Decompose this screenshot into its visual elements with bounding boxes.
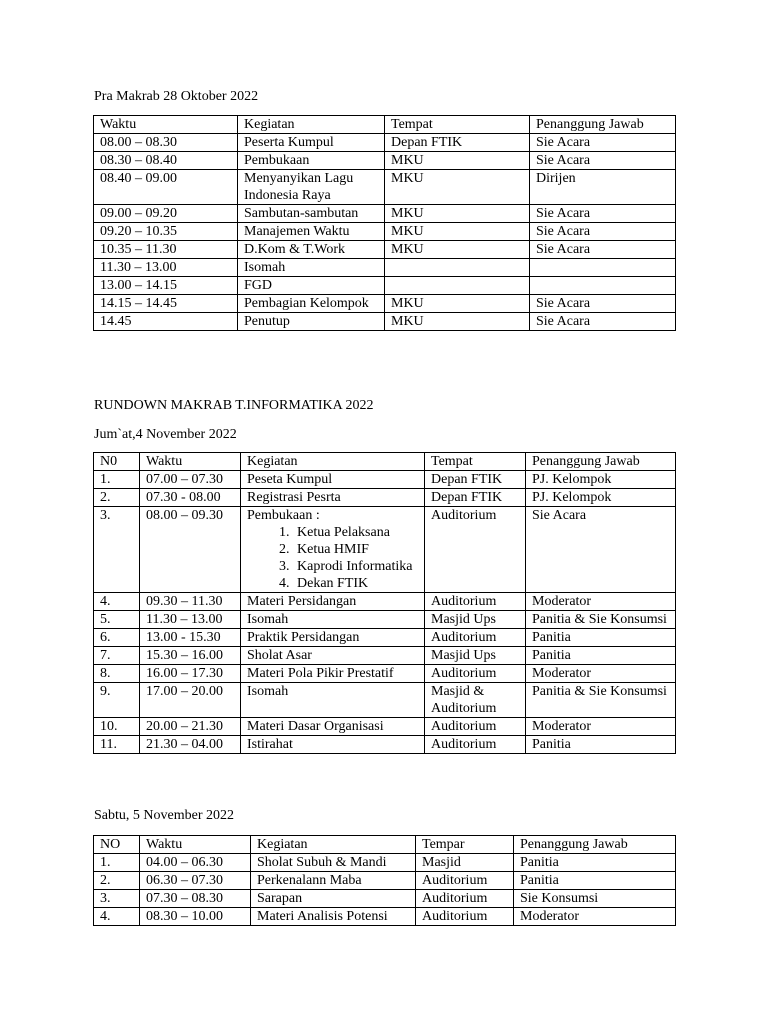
table-cell: PJ. Kelompok bbox=[526, 489, 676, 507]
table-cell: Sie Acara bbox=[530, 223, 676, 241]
table-header-row bbox=[94, 116, 676, 134]
table-cell: 1. bbox=[94, 471, 140, 489]
table-row bbox=[94, 277, 676, 295]
table-cell: 16.00 – 17.30 bbox=[140, 665, 241, 683]
table-cell: Auditorium bbox=[425, 629, 526, 647]
pembukaan-list-item: 1. Ketua Pelaksana bbox=[293, 524, 418, 541]
table-cell: Panitia bbox=[514, 872, 676, 890]
table-cell: Sie Acara bbox=[526, 507, 676, 593]
table-cell: Depan FTIK bbox=[425, 471, 526, 489]
table-cell: Materi Dasar Organisasi bbox=[241, 718, 425, 736]
table-cell: 14.45 bbox=[94, 313, 238, 331]
table-cell: MKU bbox=[385, 241, 530, 259]
table-cell: Moderator bbox=[526, 593, 676, 611]
table-cell: 2. bbox=[94, 489, 140, 507]
table-cell: Sie Acara bbox=[530, 241, 676, 259]
table-cell: Auditorium bbox=[416, 890, 514, 908]
column-header: Penanggung Jawab bbox=[526, 453, 676, 471]
table-cell: 07.00 – 07.30 bbox=[140, 471, 241, 489]
pembukaan-list-item: 4. Dekan FTIK bbox=[293, 575, 418, 592]
table-cell: MKU bbox=[385, 205, 530, 223]
table-cell: Masjid bbox=[416, 854, 514, 872]
table-cell: 09.20 – 10.35 bbox=[94, 223, 238, 241]
table-cell: Sholat Subuh & Mandi bbox=[251, 854, 416, 872]
table-cell: Panitia & Sie Konsumsi bbox=[526, 683, 676, 718]
table-row bbox=[94, 134, 676, 152]
column-header: Waktu bbox=[140, 453, 241, 471]
table-row bbox=[94, 295, 676, 313]
table-row bbox=[94, 647, 676, 665]
table-row bbox=[94, 665, 676, 683]
table-cell: Depan FTIK bbox=[385, 134, 530, 152]
table-cell: Sholat Asar bbox=[241, 647, 425, 665]
column-header: Penanggung Jawab bbox=[530, 116, 676, 134]
rundown-title: RUNDOWN MAKRAB T.INFORMATIKA 2022 bbox=[94, 398, 374, 413]
table-cell: 5. bbox=[94, 611, 140, 629]
table-row bbox=[94, 611, 676, 629]
table-cell: Moderator bbox=[514, 908, 676, 926]
table-cell: Masjid Ups bbox=[425, 611, 526, 629]
table-cell: Auditorium bbox=[425, 718, 526, 736]
table-header-row bbox=[94, 453, 676, 471]
table-cell: Panitia & Sie Konsumsi bbox=[526, 611, 676, 629]
table-cell: 3. bbox=[94, 890, 140, 908]
table-cell: Perkenalann Maba bbox=[251, 872, 416, 890]
table-cell: 11.30 – 13.00 bbox=[94, 259, 238, 277]
column-header: Kegiatan bbox=[251, 836, 416, 854]
table-cell: FGD bbox=[238, 277, 385, 295]
table-cell bbox=[530, 259, 676, 277]
table-row bbox=[94, 313, 676, 331]
table-cell: 08.30 – 08.40 bbox=[94, 152, 238, 170]
table-cell: 08.30 – 10.00 bbox=[140, 908, 251, 926]
column-header: Waktu bbox=[140, 836, 251, 854]
table-cell: Sambutan-sambutan bbox=[238, 205, 385, 223]
friday-date: Jum`at,4 November 2022 bbox=[94, 427, 237, 442]
column-header: Waktu bbox=[94, 116, 238, 134]
table-row bbox=[94, 683, 676, 718]
table-cell: Manajemen Waktu bbox=[238, 223, 385, 241]
table-cell: 04.00 – 06.30 bbox=[140, 854, 251, 872]
table-cell: Sie Konsumsi bbox=[514, 890, 676, 908]
table-row bbox=[94, 736, 676, 754]
table-cell: Registrasi Pesrta bbox=[241, 489, 425, 507]
table-cell: Peseta Kumpul bbox=[241, 471, 425, 489]
pembukaan-list bbox=[247, 524, 418, 592]
table-cell: Materi Pola Pikir Prestatif bbox=[241, 665, 425, 683]
table-cell: MKU bbox=[385, 295, 530, 313]
table-cell: 14.15 – 14.45 bbox=[94, 295, 238, 313]
table-cell: Sie Acara bbox=[530, 134, 676, 152]
table-cell: 10.35 – 11.30 bbox=[94, 241, 238, 259]
table-row bbox=[94, 507, 676, 593]
table-cell: PJ. Kelompok bbox=[526, 471, 676, 489]
table-cell: Masjid Ups bbox=[425, 647, 526, 665]
table-row bbox=[94, 241, 676, 259]
table-cell: Penutup bbox=[238, 313, 385, 331]
pembukaan-list-item: 3. Kaprodi Informatika bbox=[293, 558, 418, 575]
table-cell: 1. bbox=[94, 854, 140, 872]
table-cell: Sarapan bbox=[251, 890, 416, 908]
table-cell: 11.30 – 13.00 bbox=[140, 611, 241, 629]
table-cell: 15.30 – 16.00 bbox=[140, 647, 241, 665]
table-cell: 07.30 – 08.30 bbox=[140, 890, 251, 908]
table-cell: Panitia bbox=[526, 647, 676, 665]
table-cell: 11. bbox=[94, 736, 140, 754]
table-cell bbox=[241, 507, 425, 593]
table-row bbox=[94, 489, 676, 507]
table-row bbox=[94, 629, 676, 647]
table-cell: Auditorium bbox=[425, 665, 526, 683]
table-cell: 9. bbox=[94, 683, 140, 718]
table-cell: Praktik Persidangan bbox=[241, 629, 425, 647]
table-row bbox=[94, 908, 676, 926]
table-cell: MKU bbox=[385, 223, 530, 241]
table-cell bbox=[385, 259, 530, 277]
cell-text: Pembukaan : bbox=[247, 508, 320, 523]
table-cell: 08.40 – 09.00 bbox=[94, 170, 238, 205]
table-cell: 7. bbox=[94, 647, 140, 665]
table-cell: Masjid & Auditorium bbox=[425, 683, 526, 718]
table-cell: Sie Acara bbox=[530, 152, 676, 170]
table-cell: D.Kom & T.Work bbox=[238, 241, 385, 259]
table-cell: 3. bbox=[94, 507, 140, 593]
pra-makrab-table bbox=[93, 115, 676, 331]
table-cell: 8. bbox=[94, 665, 140, 683]
table-cell: 13.00 – 14.15 bbox=[94, 277, 238, 295]
table-cell: Isomah bbox=[238, 259, 385, 277]
table-row bbox=[94, 593, 676, 611]
table-cell: Istirahat bbox=[241, 736, 425, 754]
table-row bbox=[94, 854, 676, 872]
table-cell: Auditorium bbox=[425, 736, 526, 754]
column-header: Penanggung Jawab bbox=[514, 836, 676, 854]
table-cell: Moderator bbox=[526, 718, 676, 736]
table-cell: Pembukaan bbox=[238, 152, 385, 170]
table-cell: Auditorium bbox=[425, 593, 526, 611]
table-cell: Isomah bbox=[241, 611, 425, 629]
table-cell: 6. bbox=[94, 629, 140, 647]
column-header: Tempat bbox=[425, 453, 526, 471]
table-cell: 09.00 – 09.20 bbox=[94, 205, 238, 223]
table-cell: Pembagian Kelompok bbox=[238, 295, 385, 313]
table-row bbox=[94, 152, 676, 170]
table-cell: Auditorium bbox=[425, 507, 526, 593]
table-cell: MKU bbox=[385, 152, 530, 170]
table-cell: MKU bbox=[385, 170, 530, 205]
table-cell: Sie Acara bbox=[530, 205, 676, 223]
saturday-rundown-table bbox=[93, 835, 676, 926]
table-cell: MKU bbox=[385, 313, 530, 331]
pembukaan-list-item: 2. Ketua HMIF bbox=[293, 541, 418, 558]
table-cell: 06.30 – 07.30 bbox=[140, 872, 251, 890]
table-row bbox=[94, 890, 676, 908]
table-cell: 08.00 – 09.30 bbox=[140, 507, 241, 593]
table-cell: 4. bbox=[94, 593, 140, 611]
column-header: NO bbox=[94, 836, 140, 854]
table-cell: Menyanyikan Lagu Indonesia Raya bbox=[238, 170, 385, 205]
table-cell: 09.30 – 11.30 bbox=[140, 593, 241, 611]
saturday-date: Sabtu, 5 November 2022 bbox=[94, 808, 234, 823]
table-cell: 17.00 – 20.00 bbox=[140, 683, 241, 718]
table-cell: Auditorium bbox=[416, 908, 514, 926]
table-cell: Materi Analisis Potensi bbox=[251, 908, 416, 926]
table-cell: Depan FTIK bbox=[425, 489, 526, 507]
column-header: Tempat bbox=[385, 116, 530, 134]
column-header: Tempar bbox=[416, 836, 514, 854]
table-cell bbox=[385, 277, 530, 295]
column-header: N0 bbox=[94, 453, 140, 471]
table-row bbox=[94, 718, 676, 736]
table-cell: 08.00 – 08.30 bbox=[94, 134, 238, 152]
table-cell: Panitia bbox=[526, 629, 676, 647]
table-cell: Auditorium bbox=[416, 872, 514, 890]
column-header: Kegiatan bbox=[238, 116, 385, 134]
table-cell: 21.30 – 04.00 bbox=[140, 736, 241, 754]
table-row bbox=[94, 223, 676, 241]
table-row bbox=[94, 471, 676, 489]
table-row bbox=[94, 872, 676, 890]
table-cell: Peserta Kumpul bbox=[238, 134, 385, 152]
table-cell bbox=[530, 277, 676, 295]
table-cell: Dirijen bbox=[530, 170, 676, 205]
table-cell: Moderator bbox=[526, 665, 676, 683]
table-cell: Isomah bbox=[241, 683, 425, 718]
table-cell: 07.30 - 08.00 bbox=[140, 489, 241, 507]
table-cell: Sie Acara bbox=[530, 313, 676, 331]
table-cell: Materi Persidangan bbox=[241, 593, 425, 611]
table-cell: 2. bbox=[94, 872, 140, 890]
column-header: Kegiatan bbox=[241, 453, 425, 471]
table-cell: 20.00 – 21.30 bbox=[140, 718, 241, 736]
table-row bbox=[94, 170, 676, 205]
pra-makrab-title: Pra Makrab 28 Oktober 2022 bbox=[94, 89, 259, 104]
table-cell: Panitia bbox=[526, 736, 676, 754]
table-row bbox=[94, 259, 676, 277]
table-header-row bbox=[94, 836, 676, 854]
table-cell: 10. bbox=[94, 718, 140, 736]
table-cell: Panitia bbox=[514, 854, 676, 872]
table-cell: 4. bbox=[94, 908, 140, 926]
table-row bbox=[94, 205, 676, 223]
table-cell: 13.00 - 15.30 bbox=[140, 629, 241, 647]
friday-rundown-table bbox=[93, 452, 676, 754]
table-cell: Sie Acara bbox=[530, 295, 676, 313]
